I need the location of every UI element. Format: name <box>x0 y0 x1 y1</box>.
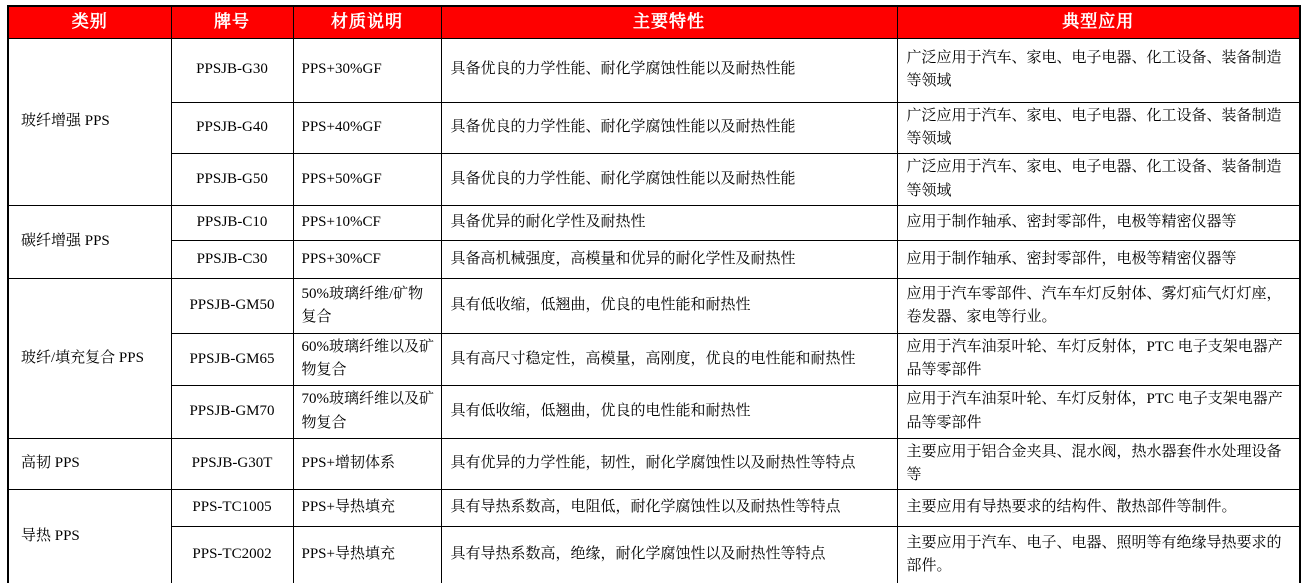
grade-cell: PPSJB-G30T <box>171 438 293 490</box>
applications-cell: 广泛应用于汽车、家电、电子电器、化工设备、装备制造等领域 <box>897 154 1300 206</box>
applications-cell: 应用于汽车油泵叶轮、车灯反射体，PTC 电子支架电器产品等零部件 <box>897 385 1300 438</box>
features-cell: 具备优良的力学性能、耐化学腐蚀性能以及耐热性能 <box>441 154 897 206</box>
header-row <box>8 6 1300 38</box>
applications-cell: 广泛应用于汽车、家电、电子电器、化工设备、装备制造等领域 <box>897 38 1300 102</box>
features-cell: 具备优良的力学性能、耐化学腐蚀性能以及耐热性能 <box>441 38 897 102</box>
table-row <box>8 385 1300 438</box>
material-cell: PPS+导热填充 <box>293 527 441 583</box>
category-cell-thermal-conductive: 导热 PPS <box>8 490 171 583</box>
pps-materials-table <box>7 5 1301 583</box>
applications-cell: 应用于汽车油泵叶轮、车灯反射体，PTC 电子支架电器产品等零部件 <box>897 334 1300 386</box>
features-cell: 具有低收缩，低翘曲，优良的电性能和耐热性 <box>441 385 897 438</box>
table-row <box>8 490 1300 527</box>
features-cell: 具备高机械强度，高模量和优异的耐化学性及耐热性 <box>441 241 897 279</box>
table-row <box>8 154 1300 206</box>
header-applications: 典型应用 <box>897 6 1300 38</box>
material-cell: 70%玻璃纤维以及矿物复合 <box>293 385 441 438</box>
features-cell: 具备优良的力学性能、耐化学腐蚀性能以及耐热性能 <box>441 102 897 154</box>
grade-cell: PPS-TC1005 <box>171 490 293 527</box>
material-cell: 50%玻璃纤维/矿物复合 <box>293 279 441 334</box>
applications-cell: 主要应用于汽车、电子、电器、照明等有绝缘导热要求的部件。 <box>897 527 1300 583</box>
table-row <box>8 241 1300 279</box>
features-cell: 具有优异的力学性能，韧性，耐化学腐蚀性以及耐热性等特点 <box>441 438 897 490</box>
features-cell: 具备优异的耐化学性及耐热性 <box>441 206 897 241</box>
applications-cell: 主要应用有导热要求的结构件、散热部件等制件。 <box>897 490 1300 527</box>
grade-cell: PPSJB-G40 <box>171 102 293 154</box>
material-cell: PPS+30%GF <box>293 38 441 102</box>
header-material: 材质说明 <box>293 6 441 38</box>
applications-cell: 应用于汽车零部件、汽车车灯反射体、雾灯疝气灯灯座，卷发器、家电等行业。 <box>897 279 1300 334</box>
category-cell-high-toughness: 高韧 PPS <box>8 438 171 490</box>
category-cell-glass-filled-composite: 玻纤/填充复合 PPS <box>8 279 171 439</box>
table-row <box>8 334 1300 386</box>
applications-cell: 主要应用于铝合金夹具、混水阀，热水器套件水处理设备等 <box>897 438 1300 490</box>
header-category: 类别 <box>8 6 171 38</box>
table-row <box>8 438 1300 490</box>
header-features: 主要特性 <box>441 6 897 38</box>
features-cell: 具有导热系数高，绝缘，耐化学腐蚀性以及耐热性等特点 <box>441 527 897 583</box>
material-cell: PPS+50%GF <box>293 154 441 206</box>
grade-cell: PPSJB-C10 <box>171 206 293 241</box>
table-row <box>8 38 1300 102</box>
applications-cell: 应用于制作轴承、密封零部件，电极等精密仪器等 <box>897 241 1300 279</box>
material-cell: PPS+增韧体系 <box>293 438 441 490</box>
header-grade: 牌号 <box>171 6 293 38</box>
table-row <box>8 527 1300 583</box>
material-cell: PPS+40%GF <box>293 102 441 154</box>
grade-cell: PPSJB-G30 <box>171 38 293 102</box>
grade-cell: PPSJB-C30 <box>171 241 293 279</box>
material-cell: PPS+30%CF <box>293 241 441 279</box>
material-cell: PPS+10%CF <box>293 206 441 241</box>
applications-cell: 广泛应用于汽车、家电、电子电器、化工设备、装备制造等领域 <box>897 102 1300 154</box>
table-row <box>8 102 1300 154</box>
features-cell: 具有高尺寸稳定性，高模量，高刚度，优良的电性能和耐热性 <box>441 334 897 386</box>
features-cell: 具有导热系数高，电阻低，耐化学腐蚀性以及耐热性等特点 <box>441 490 897 527</box>
grade-cell: PPSJB-GM65 <box>171 334 293 386</box>
applications-cell: 应用于制作轴承、密封零部件，电极等精密仪器等 <box>897 206 1300 241</box>
grade-cell: PPSJB-GM50 <box>171 279 293 334</box>
grade-cell: PPSJB-GM70 <box>171 385 293 438</box>
material-cell: 60%玻璃纤维以及矿物复合 <box>293 334 441 386</box>
grade-cell: PPS-TC2002 <box>171 527 293 583</box>
table-row <box>8 206 1300 241</box>
category-cell-glass-fiber: 玻纤增强 PPS <box>8 38 171 206</box>
table-row <box>8 279 1300 334</box>
category-cell-carbon-fiber: 碳纤增强 PPS <box>8 206 171 279</box>
grade-cell: PPSJB-G50 <box>171 154 293 206</box>
features-cell: 具有低收缩，低翘曲，优良的电性能和耐热性 <box>441 279 897 334</box>
material-cell: PPS+导热填充 <box>293 490 441 527</box>
